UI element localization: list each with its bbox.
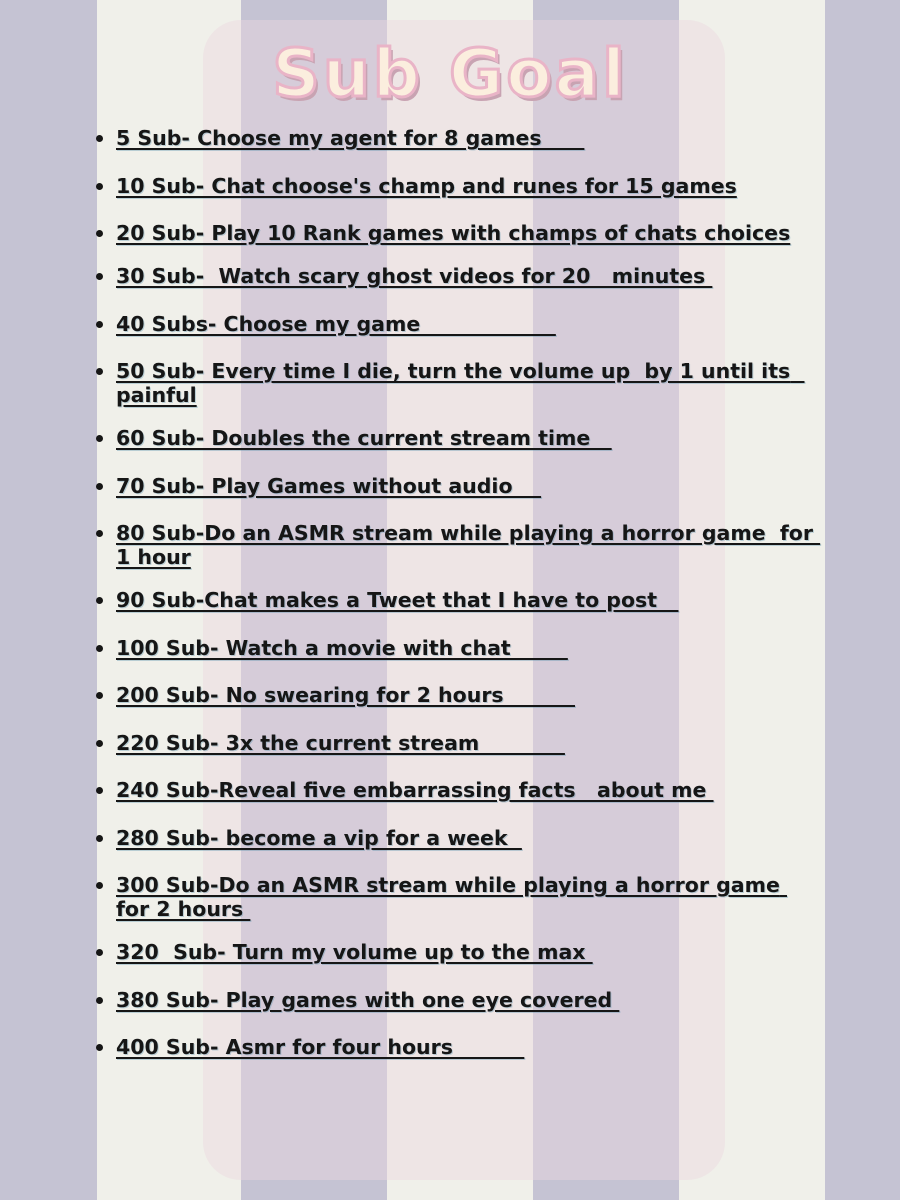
bullet-icon: [96, 183, 103, 190]
sub-goal-list: [92, 126, 821, 1083]
list-item: [92, 221, 814, 245]
bullet-icon: [96, 530, 103, 537]
list-item: [92, 264, 814, 288]
bullet-icon: [96, 435, 103, 442]
bullet-icon: [96, 597, 103, 604]
list-item: [92, 636, 814, 660]
bullet-icon: [96, 273, 103, 280]
goal-text: 400 Sub- Asmr for four hours: [116, 1035, 525, 1059]
goal-text: 220 Sub- 3x the current stream: [116, 730, 565, 755]
goal-text: 200 Sub- No swearing for 2 hours: [116, 683, 576, 707]
list-item: [92, 731, 814, 755]
bullet-icon: [96, 483, 103, 490]
list-item: [92, 683, 814, 707]
bullet-icon: [96, 787, 103, 794]
goal-text: 30 Sub- Watch scary ghost videos for 20 minutes: [116, 264, 713, 288]
list-item: [92, 426, 814, 450]
bullet-icon: [96, 835, 103, 842]
goal-text: 90 Sub-Chat makes a Tweet that I have to post: [116, 588, 679, 612]
goal-text: 10 Sub- Chat choose's champ and runes for 15 games: [116, 173, 737, 198]
list-item: [92, 588, 814, 612]
goal-text: 80 Sub-Do an ASMR stream while playing a horror game for 1 hour: [116, 521, 821, 569]
list-item: [92, 126, 814, 150]
bullet-icon: [96, 135, 103, 142]
bullet-icon: [96, 740, 103, 747]
bullet-icon: [96, 645, 103, 652]
goal-text: 380 Sub- Play games with one eye covered: [116, 987, 620, 1012]
goal-text: 240 Sub-Reveal five embarrassing facts about me: [116, 778, 714, 802]
bullet-icon: [96, 1044, 103, 1051]
goal-text: 280 Sub- become a vip for a week: [116, 825, 522, 850]
bullet-icon: [96, 692, 103, 699]
list-item: [92, 1035, 814, 1059]
list-item: [92, 778, 814, 802]
goal-text: 40 Subs- Choose my game: [116, 311, 556, 336]
goal-text: 20 Sub- Play 10 Rank games with champs of chats choices: [116, 221, 791, 245]
list-item: [92, 873, 814, 921]
bullet-icon: [96, 882, 103, 889]
bullet-icon: [96, 997, 103, 1004]
goal-text: 320 Sub- Turn my volume up to the max: [116, 940, 593, 964]
list-item: [92, 312, 814, 336]
goal-text: 60 Sub- Doubles the current stream time: [116, 426, 612, 450]
goal-text: 100 Sub- Watch a movie with chat: [116, 635, 568, 660]
goal-text: 5 Sub- Choose my agent for 8 games: [116, 126, 585, 150]
goal-text: 70 Sub- Play Games without audio: [116, 473, 542, 498]
bullet-icon: [96, 321, 103, 328]
list-item: [92, 359, 814, 407]
list-item: [92, 521, 821, 569]
page-title: Sub Goal: [272, 35, 628, 112]
list-item: [92, 174, 814, 198]
list-item: [92, 474, 814, 498]
bullet-icon: [96, 368, 103, 375]
goal-text: 50 Sub- Every time I die, turn the volume up by 1 until its painful: [116, 359, 805, 407]
list-item: [92, 940, 814, 964]
list-item: [92, 988, 814, 1012]
list-item: [92, 826, 814, 850]
bullet-icon: [96, 230, 103, 237]
goal-text: 300 Sub-Do an ASMR stream while playing a horror game for 2 hours: [116, 873, 788, 921]
bullet-icon: [96, 949, 103, 956]
